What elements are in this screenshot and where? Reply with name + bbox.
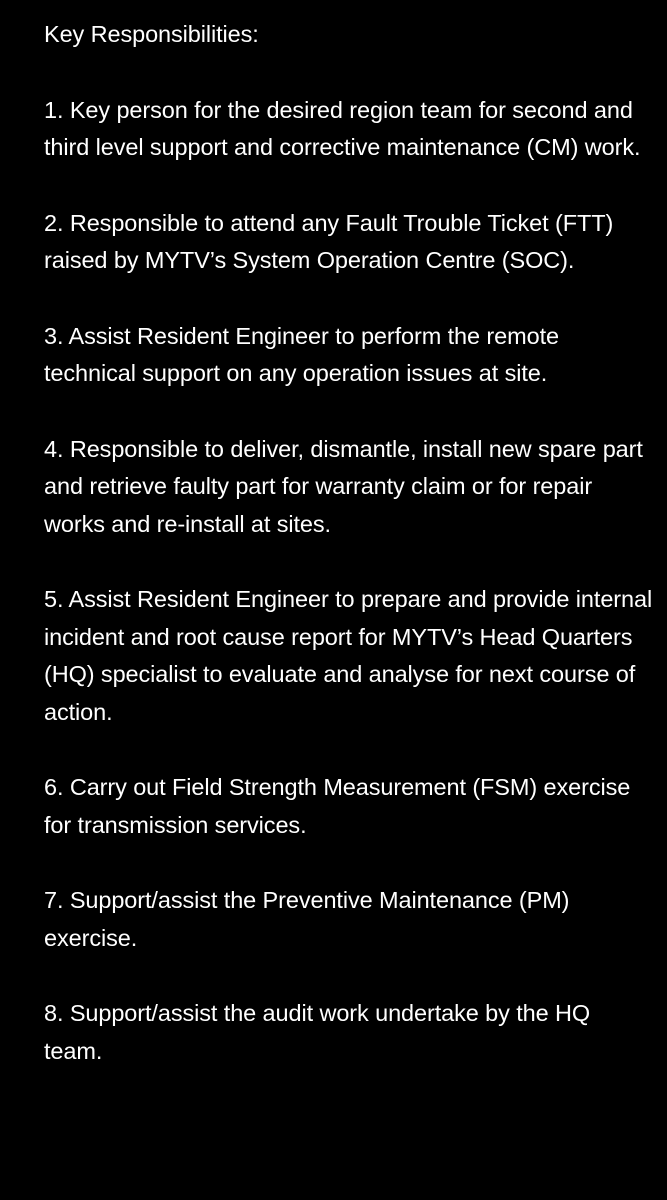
responsibility-item-2: 2. Responsible to attend any Fault Trouble Ticket (FTT) raised by MYTV’s System Operation Centre (SOC). [44, 209, 614, 273]
heading: Key Responsibilities: [44, 21, 259, 47]
responsibility-item-4: 4. Responsible to deliver, dismantle, install new spare part and retrieve faulty part for warranty claim or for repair works and re-install at sites. [44, 435, 643, 537]
responsibility-item-8: 8. Support/assist the audit work undertake by the HQ team. [44, 1000, 591, 1064]
responsibility-item-6: 6. Carry out Field Strength Measurement (FSM) exercise for transmission services. [44, 774, 631, 838]
notes-text-body[interactable] [44, 16, 654, 1070]
responsibility-item-1: 1. Key person for the desired region team for second and third level support and corrective maintenance (CM) work. [44, 96, 641, 160]
responsibility-item-7: 7. Support/assist the Preventive Maintenance (PM) exercise. [44, 887, 570, 951]
responsibility-item-3: 3. Assist Resident Engineer to perform the remote technical support on any operation issues at site. [44, 322, 559, 386]
responsibility-item-5: 5. Assist Resident Engineer to prepare and provide internal incident and root cause report for MYTV’s Head Quarters (HQ) specialist to evaluate and analyse for next course of action. [44, 586, 653, 725]
